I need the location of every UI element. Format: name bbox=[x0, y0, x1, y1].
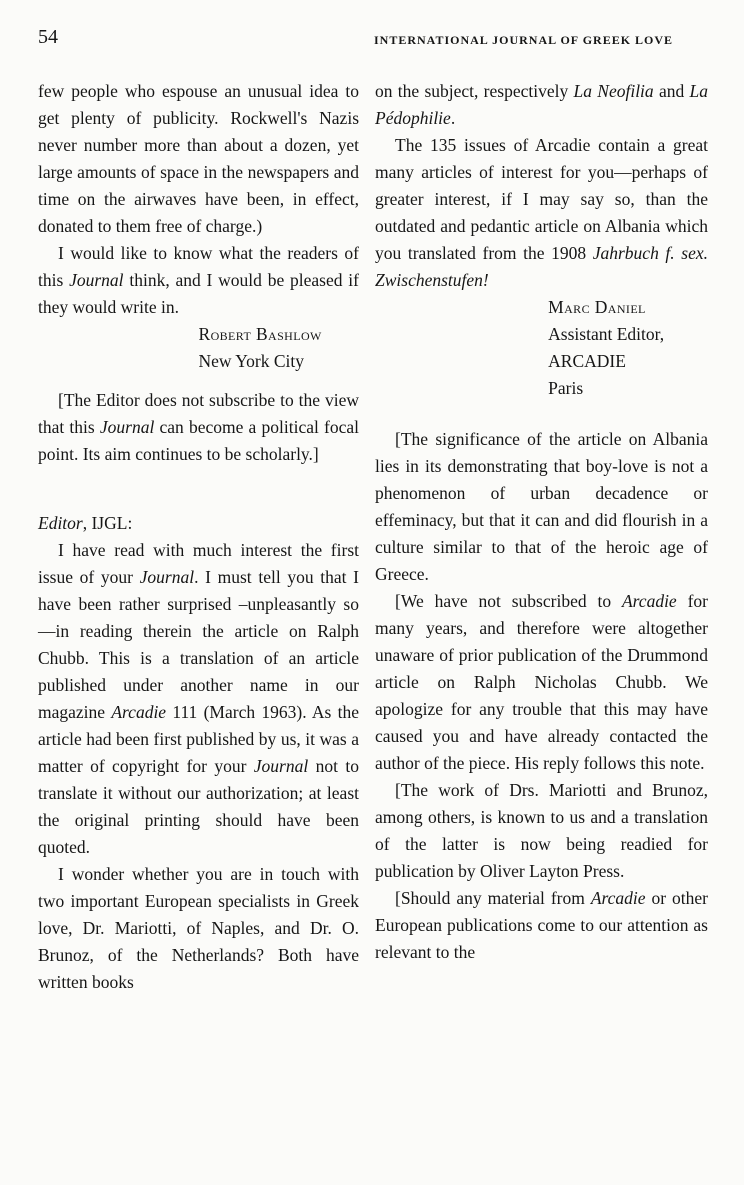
text-run: for many years, and therefore were altogether unaware of prior publication of the Drummond article on Ralph Nicholas Chubb. We apologize for any trouble that this may have caused you and have already contacted the author of the piece. His reply follows this note. bbox=[375, 591, 708, 773]
text-run: [The Editor does not subscribe to the view that this bbox=[38, 390, 359, 437]
italic-run: La Neofilia bbox=[573, 81, 654, 101]
paragraph bbox=[38, 510, 359, 537]
signature-block bbox=[375, 294, 708, 402]
page-number: 54 bbox=[38, 26, 58, 48]
text-run: I wonder whether you are in touch with two important European specialists in Greek love, Dr. Mariotti, of Naples, and Dr. O. Brunoz, of the Netherlands? Both have written books bbox=[38, 864, 359, 992]
signature-line: Marc Daniel bbox=[548, 297, 646, 317]
text-run: I would like to know what the readers of this bbox=[38, 243, 359, 290]
text-run: can become a political focal point. Its aim continues to be scholarly.] bbox=[38, 417, 359, 464]
paragraph bbox=[38, 240, 359, 321]
text-run: [Should any material from bbox=[395, 888, 591, 908]
text-run: 111 (March 1963). As the article had been first published by us, it was a matter of copyright for your bbox=[38, 702, 359, 776]
paragraph bbox=[375, 885, 708, 966]
spacer bbox=[38, 468, 359, 510]
paragraph bbox=[375, 132, 708, 294]
text-run: think, and I would be pleased if they would write in. bbox=[38, 270, 359, 317]
signature-line: Assistant Editor, bbox=[548, 324, 665, 344]
signature-line: ARCADIE bbox=[548, 351, 626, 371]
italic-run: Arcadie bbox=[590, 888, 646, 908]
paragraph bbox=[375, 588, 708, 777]
text-run: on the subject, respectively bbox=[375, 81, 574, 101]
text-run: . I must tell you that I have been rather surprised –unpleasantly so—in reading therein the article on Ralph Chubb. This is a translation of an article published under another name in our magazine bbox=[38, 567, 359, 722]
paragraph bbox=[375, 78, 708, 132]
italic-run: Journal bbox=[139, 567, 195, 587]
paragraph bbox=[38, 387, 359, 468]
paragraph bbox=[38, 537, 359, 861]
italic-run: Journal bbox=[69, 270, 124, 290]
text-run: and bbox=[653, 81, 690, 101]
text-run: [The work of Drs. Mariotti and Brunoz, among others, is known to us and a translation of the latter is now being readied for publication by Oliver Layton Press. bbox=[375, 780, 708, 881]
text-run: [We have not subscribed to bbox=[395, 591, 622, 611]
text-column-right bbox=[375, 78, 708, 966]
paragraph bbox=[375, 777, 708, 885]
italic-run: Arcadie bbox=[621, 591, 677, 611]
text-column-left bbox=[38, 78, 359, 996]
journal-header-title: INTERNATIONAL JOURNAL OF GREEK LOVE bbox=[374, 33, 674, 47]
text-run: , IJGL: bbox=[82, 513, 133, 533]
text-run: . bbox=[450, 108, 456, 128]
text-run: or other European publications come to our attention as relevant to the bbox=[375, 888, 708, 962]
signature-line: Robert Bashlow bbox=[198, 324, 322, 344]
signature-block bbox=[38, 321, 359, 375]
text-run: not to translate it without our authorization; at least the original printing should have been quoted. bbox=[38, 756, 359, 857]
paragraph bbox=[38, 861, 359, 996]
text-run: few people who espouse an unusual idea to get plenty of publicity. Rockwell's Nazis never number more than about a dozen, yet large amounts of space in the newspapers and time on the airwaves have been, in effect, donated to them free of charge.) bbox=[38, 81, 359, 236]
italic-run: Arcadie bbox=[111, 702, 167, 722]
signature-line: New York City bbox=[198, 351, 305, 371]
paragraph bbox=[38, 78, 359, 240]
paragraph bbox=[375, 426, 708, 588]
text-run: [The significance of the article on Albania lies in its demonstrating that boy-love is not a phenomenon of urban decadence or effeminacy, but that it can and did flourish in a culture similar to that of the heroic age of Greece. bbox=[375, 429, 708, 584]
text-run: I have read with much interest the first issue of your bbox=[38, 540, 359, 587]
italic-run: Journal bbox=[99, 417, 155, 437]
signature-line: Paris bbox=[548, 378, 584, 398]
italic-run: Editor bbox=[38, 513, 83, 533]
italic-run: Jahrbuch f. sex. Zwischenstufen! bbox=[375, 243, 708, 290]
italic-run: La Pédophilie bbox=[375, 81, 708, 128]
italic-run: Journal bbox=[253, 756, 309, 776]
text-run: The 135 issues of Arcadie contain a great many articles of interest for you—perhaps of greater interest, if I may say so, than the outdated and pedantic article on Albania which you translated from the 1908 bbox=[375, 135, 708, 263]
